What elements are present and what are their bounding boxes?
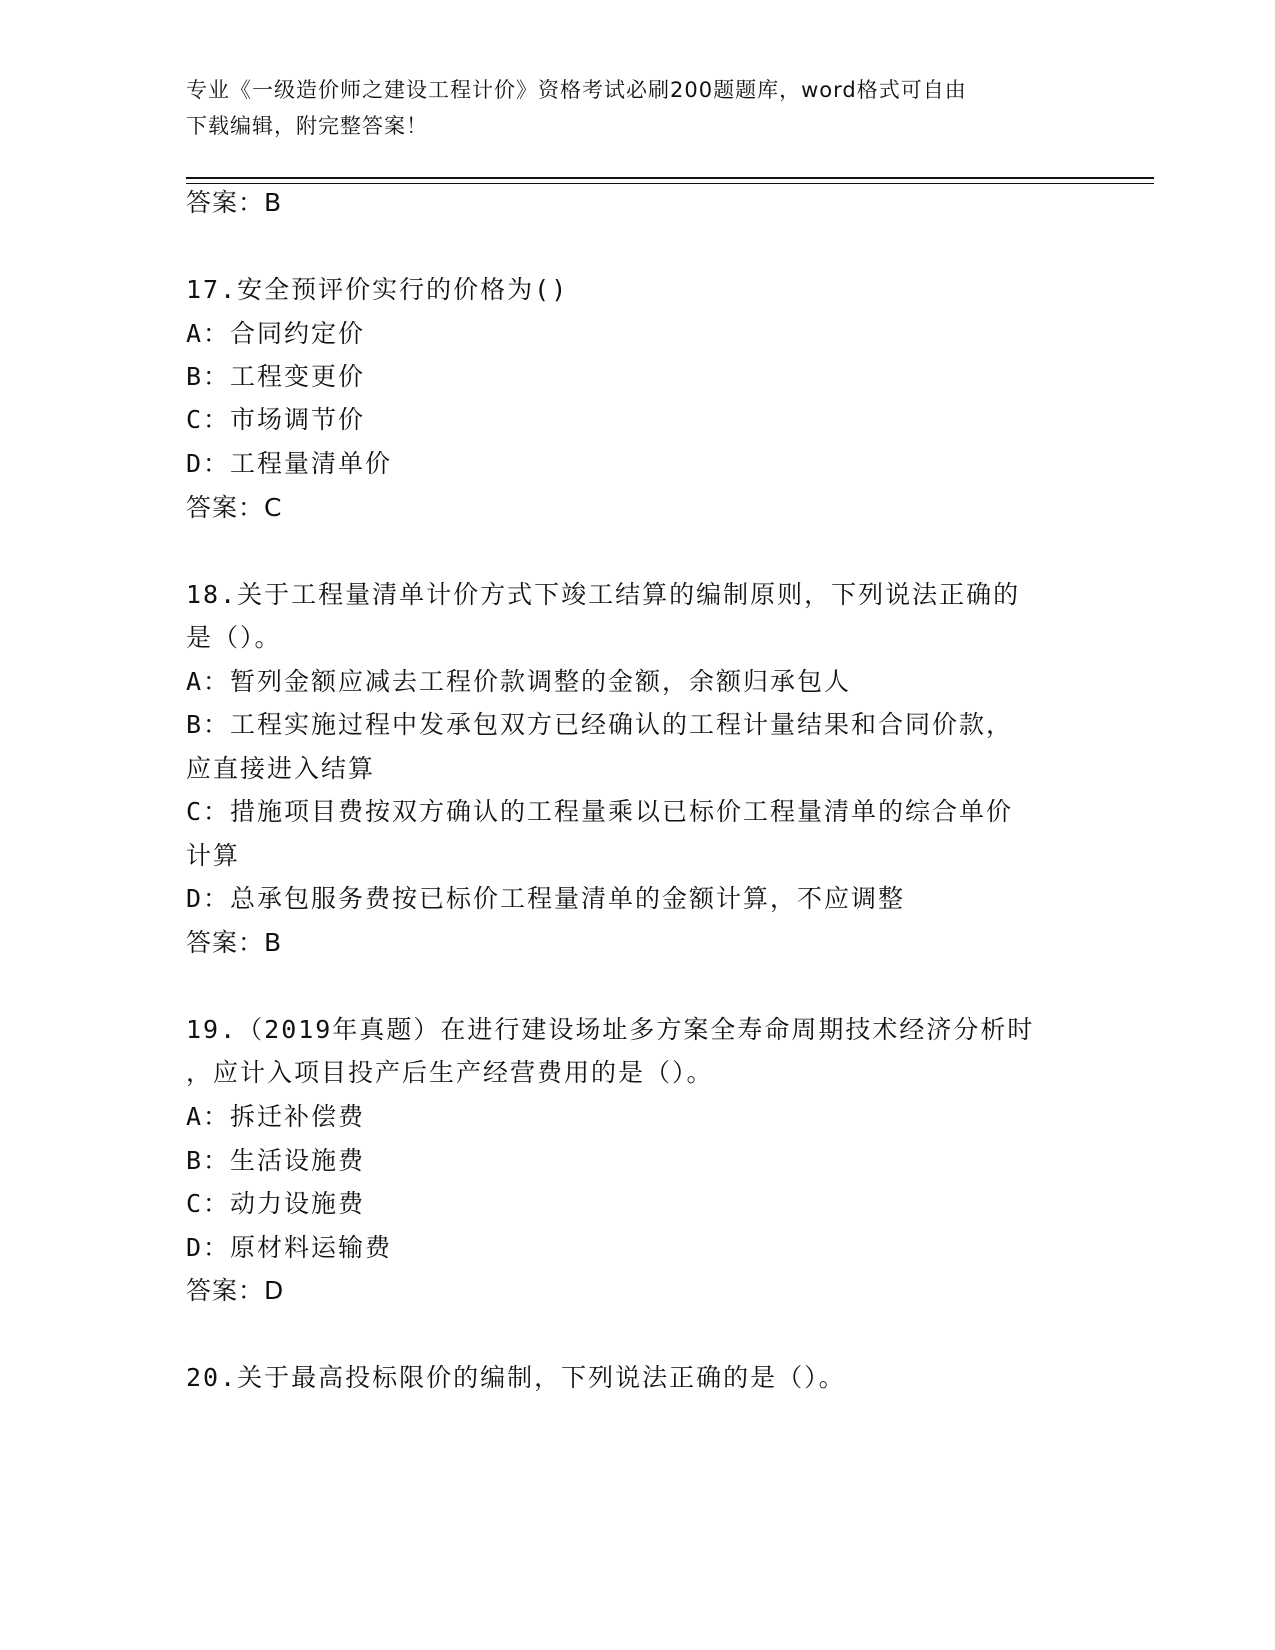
answer-label: 答案： xyxy=(186,1276,265,1305)
question-19-option-c: C：动力设施费 xyxy=(186,1189,366,1218)
question-18-stem-line-2: 是（）。 xyxy=(186,623,282,652)
question-20-stem: 20.关于最高投标限价的编制，下列说法正确的是（）。 xyxy=(186,1363,846,1392)
answer-label: 答案： xyxy=(186,928,265,957)
question-18-option-b-line-2: 应直接进入结算 xyxy=(186,754,376,783)
header-rule-thin xyxy=(186,183,1154,184)
question-18-answer xyxy=(186,928,282,958)
question-19-option-a: A：拆迁补偿费 xyxy=(186,1102,366,1131)
answer-value: B xyxy=(264,188,283,217)
question-17-option-d: D：工程量清单价 xyxy=(186,449,393,478)
question-19-option-d: D：原材料运输费 xyxy=(186,1233,393,1262)
question-18-option-d: D：总承包服务费按已标价工程量清单的金额计算，不应调整 xyxy=(186,884,906,913)
question-18-option-c-line-2: 计算 xyxy=(186,841,241,870)
answer-value: B xyxy=(264,928,283,957)
question-19-stem-line-1: 19.（2019年真题）在进行建设场址多方案全寿命周期技术经济分析时 xyxy=(186,1015,1035,1044)
answer-line-prev xyxy=(186,188,282,218)
answer-label: 答案： xyxy=(186,493,265,522)
question-17-option-c: C：市场调节价 xyxy=(186,405,366,434)
question-18-option-c-line-1: C：措施项目费按双方确认的工程量乘以已标价工程量清单的综合单价 xyxy=(186,797,1014,826)
question-17-stem: 17.安全预评价实行的价格为() xyxy=(186,275,569,304)
answer-value: C xyxy=(264,493,283,522)
question-19-option-b: B：生活设施费 xyxy=(186,1146,366,1175)
document-header xyxy=(186,72,1086,144)
answer-label: 答案： xyxy=(186,188,265,217)
question-19-stem-line-2: ，应计入项目投产后生产经营费用的是（）。 xyxy=(186,1058,714,1087)
question-18-stem-line-1: 18.关于工程量清单计价方式下竣工结算的编制原则，下列说法正确的 xyxy=(186,580,1021,609)
question-18-option-b-line-1: B：工程实施过程中发承包双方已经确认的工程计量结果和合同价款， xyxy=(186,710,1014,739)
question-17-option-b: B：工程变更价 xyxy=(186,362,366,391)
answer-value: D xyxy=(264,1276,285,1305)
question-17-option-a: A：合同约定价 xyxy=(186,319,366,348)
header-line-2: 下载编辑，附完整答案！ xyxy=(186,114,428,138)
header-rule-thick xyxy=(186,177,1154,179)
question-17-answer xyxy=(186,493,282,523)
header-line-1: 专业《一级造价师之建设工程计价》资格考试必刷200题题库，word格式可自由 xyxy=(186,78,967,102)
question-19-answer xyxy=(186,1276,284,1306)
question-18-option-a: A：暂列金额应减去工程价款调整的金额，余额归承包人 xyxy=(186,667,852,696)
